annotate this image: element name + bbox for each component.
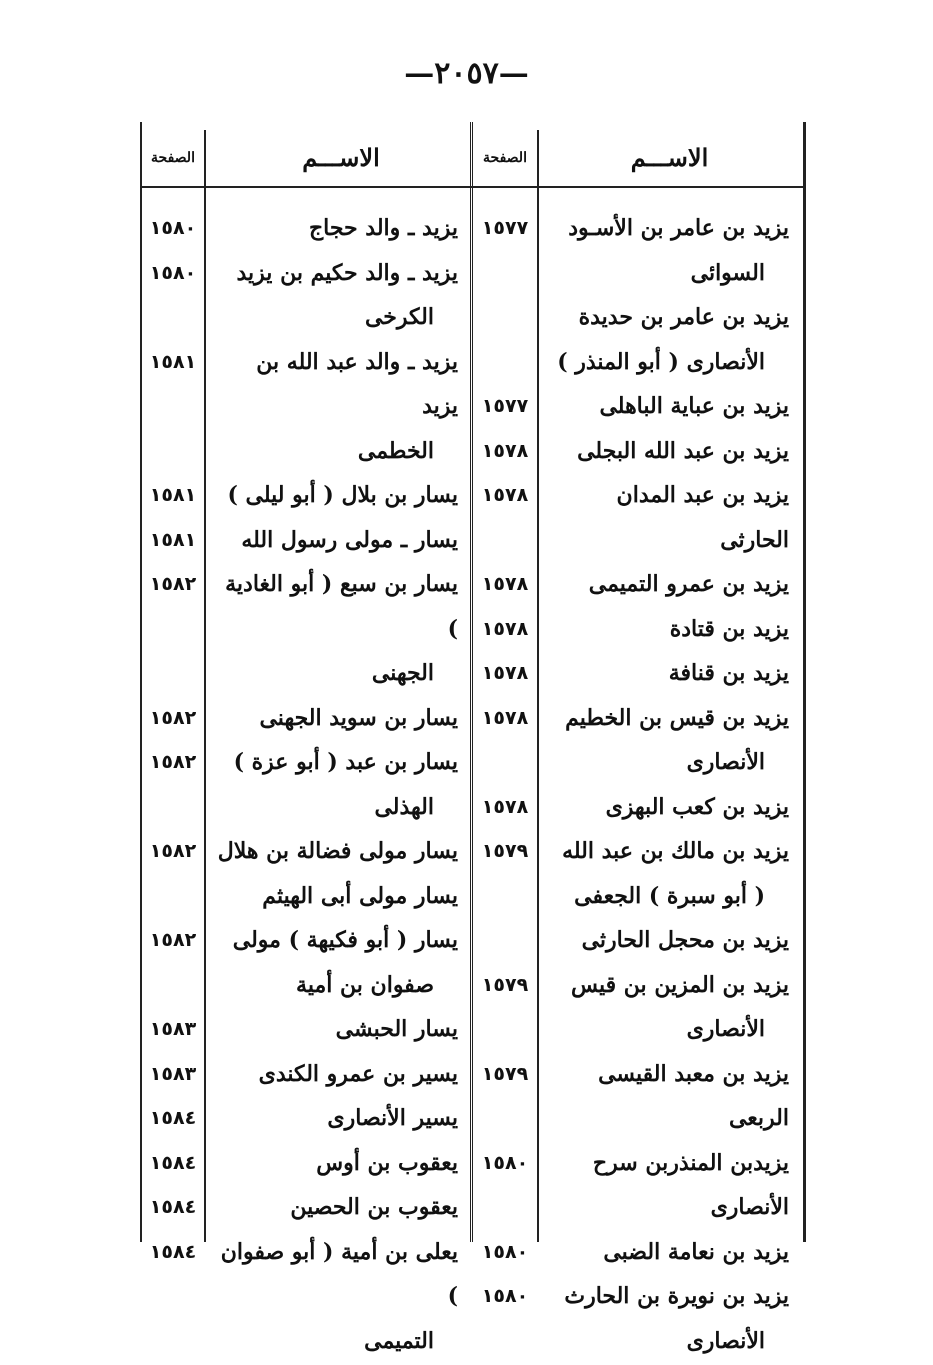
page-header: الصفحة [483, 150, 527, 166]
entry-page-number: ١٥٧٨ [481, 484, 529, 506]
entry-page-number: ١٥٧٨ [481, 795, 529, 818]
entry-name-text: يزيد بن عباية الباهلى [599, 393, 789, 419]
entry-name-text: يزيد بن المزين بن قيس [570, 971, 789, 998]
entry-name [214, 340, 458, 474]
entry-name [547, 696, 789, 785]
entry-name [547, 607, 789, 652]
entry-name-text: يزيد بن عبد المدان الحارثى [616, 482, 789, 553]
index-entry [473, 429, 803, 474]
entry-name-text: يزيد ـ والد حكيم بن يزيد [236, 259, 458, 286]
index-entry [142, 1007, 472, 1052]
entry-page-number: ١٥٨٢ [149, 751, 197, 773]
index-entry [142, 696, 472, 741]
index-entry [142, 206, 472, 251]
header-row [142, 130, 472, 188]
entry-name [214, 1052, 458, 1097]
entry-page-number: ١٥٧٨ [481, 662, 529, 684]
index-entry [142, 1096, 472, 1141]
entry-name [214, 518, 458, 563]
entry-name-text: يسار مولى أبى الهيثم [262, 882, 458, 909]
entry-name-continuation: التميمى [364, 1327, 434, 1354]
index-entry [142, 1230, 472, 1364]
index-entry [142, 251, 472, 340]
index-entry [473, 918, 803, 963]
entry-name-text: يسار مولى فضالة بن هلال [217, 838, 458, 864]
entry-name-text: يزيد بن كعب البهزى [605, 793, 789, 820]
entry-name-continuation: صفوان بن أمية [296, 971, 434, 998]
entry-page-number: ١٥٧٩ [481, 973, 529, 996]
entry-page-number: ١٥٨٢ [149, 706, 197, 729]
right-half [470, 122, 803, 1354]
entry-name-continuation: الخطمى [357, 437, 434, 464]
entry-name-text: يسار بن عبد ( أبو عزة ) [233, 749, 458, 775]
entry-name-text: يزيد ـ والد عبد الله بن يزيد [256, 348, 458, 419]
index-entry [473, 963, 803, 1052]
entry-list [142, 206, 472, 1363]
entry-page-number: ١٥٧٨ [481, 617, 529, 640]
entry-name-continuation: الهذلى [374, 793, 434, 820]
entry-page-number: ١٥٧٧ [481, 395, 529, 417]
index-entry [142, 918, 472, 1007]
entry-name [214, 251, 458, 340]
entry-page-number: ١٥٧٧ [481, 217, 529, 239]
index-entry [473, 295, 803, 384]
index-entry [473, 1052, 803, 1141]
header-row [473, 130, 803, 188]
entry-name [547, 785, 789, 830]
page-number: —٢٠٥٧— [404, 56, 529, 91]
entry-name [547, 1230, 789, 1275]
entry-page-number: ١٥٨٢ [149, 929, 197, 951]
entry-name-text: يزيد بن عمرو التميمى [588, 571, 789, 597]
index-entry [473, 829, 803, 918]
entry-name-text: يزيد بن عامر بن حديدة [578, 304, 789, 330]
entry-name-continuation: الأنصارى [686, 1327, 765, 1354]
index-entry [473, 562, 803, 607]
entry-name [547, 429, 789, 474]
entry-name [214, 740, 458, 829]
index-entry [142, 1052, 472, 1097]
entry-name-text: يزيدبن المنذربن سرح الأنصارى [592, 1149, 789, 1220]
page-header: الصفحة [151, 150, 195, 166]
entry-name-text: يسار الحبشى [335, 1016, 458, 1042]
index-entry [473, 473, 803, 562]
entry-page-number: ١٥٨٢ [149, 840, 197, 862]
entry-name-text: يسار بن بلال ( أبو ليلى ) [227, 482, 458, 508]
entry-page-number: ١٥٧٩ [481, 1062, 529, 1085]
entry-name [547, 1141, 789, 1230]
entry-name-continuation: الأنصارى [686, 749, 765, 775]
index-entry [473, 696, 803, 785]
entry-name-text: يسار ( أبو فكيهة ) مولى [232, 927, 458, 953]
index-entry [473, 206, 803, 295]
index-entry [142, 1185, 472, 1230]
entry-page-number: ١٥٧٨ [481, 439, 529, 462]
entry-page-number: ١٥٨٣ [149, 1018, 197, 1040]
entry-name [547, 384, 789, 429]
entry-name-text: يزيد بن مالك بن عبد الله [562, 838, 789, 864]
entry-name-text: يزيد بن عبد الله البجلى [577, 437, 789, 464]
entry-name [214, 1141, 458, 1186]
entry-name [547, 963, 789, 1052]
entry-name-text: يزيد بن محجل الحارثى [581, 927, 789, 953]
entry-name [214, 562, 458, 696]
entry-name-continuation: الجهنى [371, 660, 434, 686]
entry-name [214, 1230, 458, 1364]
entry-name [547, 1052, 789, 1141]
entry-name-text: يسار بن سبع ( أبو الغادية ) [225, 571, 458, 642]
entry-name [214, 696, 458, 741]
entry-page-number: ١٥٨٠ [481, 1240, 529, 1263]
index-entry [142, 562, 472, 696]
entry-name-continuation: ( أبو سبرة ) الجعفى [574, 882, 765, 909]
entry-name-text: يعقوب بن أوس [316, 1149, 458, 1176]
entry-name [547, 651, 789, 696]
index-table [140, 122, 806, 1354]
entry-page-number: ١٥٨١ [149, 484, 197, 506]
entry-name-text: يعقوب بن الحصين [290, 1194, 458, 1220]
entry-name [214, 918, 458, 1007]
entry-page-number: ١٥٨٤ [149, 1196, 197, 1218]
entry-name [214, 1096, 458, 1141]
entry-name [214, 1007, 458, 1052]
entry-name-text: يسير بن عمرو الكندى [258, 1060, 458, 1087]
index-entry [473, 651, 803, 696]
entry-name-text: يسار بن سويد الجهنى [259, 704, 458, 731]
entry-page-number: ١٥٨٠ [149, 261, 197, 284]
index-entry [473, 1230, 803, 1275]
index-entry [473, 1141, 803, 1230]
entry-name [214, 829, 458, 874]
index-entry [142, 740, 472, 829]
index-entry [142, 829, 472, 874]
index-entry [142, 874, 472, 919]
entry-name-text: يزيد ـ والد حجاج [308, 215, 458, 241]
entry-name-text: يسار ـ مولى رسول الله [241, 526, 458, 553]
entry-name-text: يسير الأنصارى [327, 1105, 458, 1131]
entry-name-text: يزيد بن نعامة الضبى [603, 1238, 789, 1265]
index-entry [473, 607, 803, 652]
entry-page-number: ١٥٨٢ [149, 573, 197, 595]
entry-page-number: ١٥٨٠ [481, 1285, 529, 1307]
entry-page-number: ١٥٧٨ [481, 706, 529, 729]
index-entry [473, 785, 803, 830]
entry-name [547, 562, 789, 607]
index-entry [142, 518, 472, 563]
name-header: الاســـم [630, 143, 709, 172]
entry-name-continuation: الأنصارى [686, 1016, 765, 1042]
entry-page-number: ١٥٨٤ [149, 1151, 197, 1174]
entry-page-number: ١٥٨٤ [149, 1240, 197, 1263]
entry-name [214, 1185, 458, 1230]
entry-name [547, 829, 789, 918]
entry-name-text: يعلى بن أمية ( أبو صفوان ) [220, 1238, 458, 1309]
entry-name-continuation: الأنصارى ( أبو المنذر ) [557, 348, 765, 375]
entry-name-text: يزيد بن عامر بن الأسـود [568, 215, 789, 241]
entry-page-number: ١٥٨١ [149, 350, 197, 373]
entry-name-text: يزيد بن قيس بن الخطيم [565, 704, 789, 731]
entry-name [547, 918, 789, 963]
entry-name [547, 1274, 789, 1363]
entry-page-number: ١٥٧٨ [481, 573, 529, 595]
entry-name [214, 874, 458, 919]
entry-name-text: يزيد بن قنافة [668, 660, 789, 686]
entry-name-continuation: الكرخى [364, 304, 434, 330]
entry-name [547, 295, 789, 384]
entry-name [547, 206, 789, 295]
entry-page-number: ١٥٨٤ [149, 1107, 197, 1129]
entry-name-text: يزيد بن قتادة [669, 615, 789, 642]
entry-page-number: ١٥٧٩ [481, 840, 529, 862]
entry-page-number: ١٥٨٠ [481, 1151, 529, 1174]
index-entry [473, 1274, 803, 1363]
entry-name [214, 473, 458, 518]
name-header: الاســـم [302, 143, 380, 172]
entry-page-number: ١٥٨٠ [149, 217, 197, 239]
entry-name-text: يزيد بن معبد القيسى الربعى [598, 1060, 789, 1131]
entry-name-text: يزيد بن نويرة بن الحارث [564, 1283, 789, 1309]
index-entry [473, 384, 803, 429]
entry-page-number: ١٥٨٣ [149, 1062, 197, 1085]
entry-page-number: ١٥٨١ [149, 528, 197, 551]
index-entry [142, 340, 472, 474]
entry-name [547, 473, 789, 562]
index-entry [142, 1141, 472, 1186]
entry-list [473, 206, 803, 1363]
entry-name-continuation: السوائى [690, 259, 765, 286]
left-half [142, 122, 472, 1354]
index-entry [142, 473, 472, 518]
entry-name [214, 206, 458, 251]
